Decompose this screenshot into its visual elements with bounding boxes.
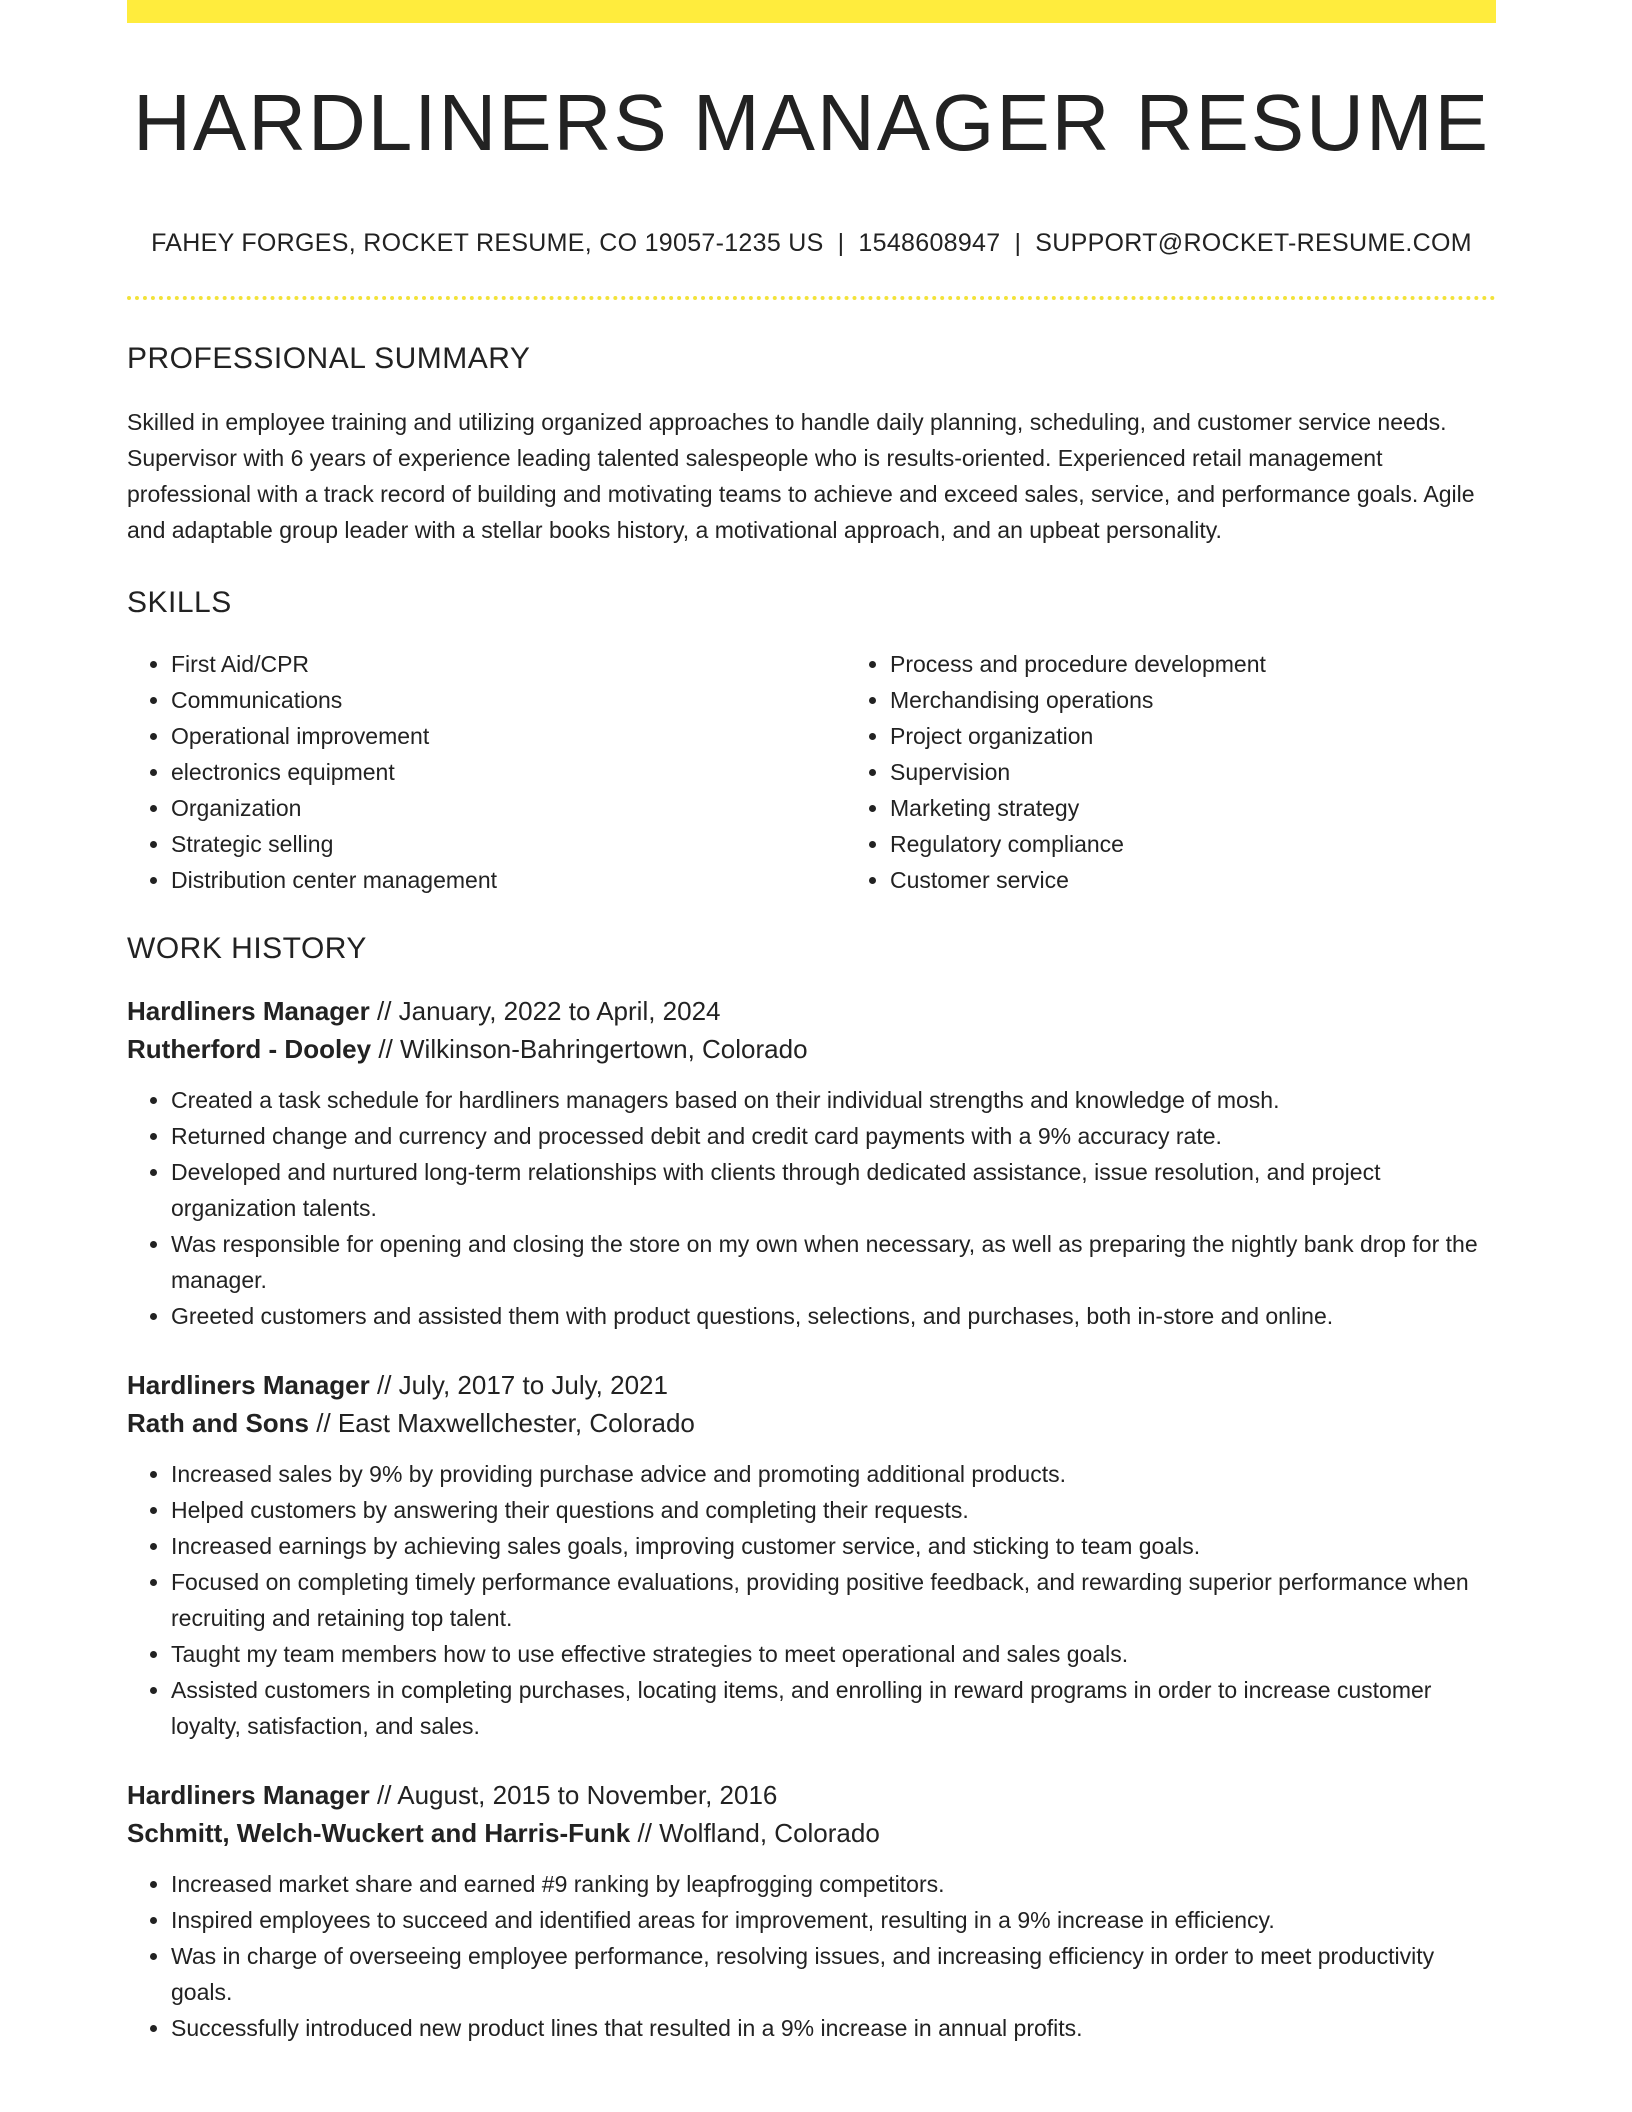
skill-item: • Supervision — [890, 754, 1496, 790]
skills-column-left — [127, 646, 846, 898]
job-company: Rath and Sons — [127, 1408, 310, 1438]
job-bullet: • Inspired employees to succeed and identified areas for improvement, resulting in a 9% increase in efficiency. — [171, 1902, 1496, 1938]
job-title-line — [127, 1366, 1496, 1404]
job-bullets — [127, 1456, 1496, 1744]
skill-item: • Process and procedure development — [890, 646, 1496, 682]
job-entry — [127, 1776, 1496, 2046]
job-bullet: • Successfully introduced new product lines that resulted in a 9% increase in annual profits. — [171, 2010, 1496, 2046]
skill-item: • electronics equipment — [171, 754, 846, 790]
job-dates: // July, 2017 to July, 2021 — [376, 1370, 668, 1400]
job-bullet: • Helped customers by answering their questions and completing their requests. — [171, 1492, 1496, 1528]
job-bullet: • Increased sales by 9% by providing purchase advice and promoting additional products. — [171, 1456, 1496, 1492]
job-location: // Wolfland, Colorado — [637, 1818, 880, 1848]
job-bullet: • Focused on completing timely performance evaluations, providing positive feedback, and rewarding superior performance when recruiting and retaining top talent. — [171, 1564, 1496, 1636]
job-bullet: • Taught my team members how to use effective strategies to meet operational and sales goals. — [171, 1636, 1496, 1672]
job-dates: // January, 2022 to April, 2024 — [376, 996, 721, 1026]
job-location: // Wilkinson-Bahringertown, Colorado — [378, 1034, 808, 1064]
job-bullet: • Was responsible for opening and closing the store on my own when necessary, as well as preparing the nightly bank drop for the manager. — [171, 1226, 1496, 1298]
skill-item: • Customer service — [890, 862, 1496, 898]
page-title: HARDLINERS MANAGER RESUME — [133, 78, 1490, 167]
job-bullet: • Returned change and currency and processed debit and credit card payments with a 9% accuracy rate. — [171, 1118, 1496, 1154]
job-company-line — [127, 1404, 1496, 1442]
job-bullet: • Increased earnings by achieving sales goals, improving customer service, and sticking to team goals. — [171, 1528, 1496, 1564]
contact-address: FAHEY FORGES, ROCKET RESUME, CO 19057-1235 US — [151, 229, 824, 257]
skill-item: • Distribution center management — [171, 862, 846, 898]
job-company: Rutherford - Dooley — [127, 1034, 372, 1064]
skill-item: • Operational improvement — [171, 718, 846, 754]
job-title: Hardliners Manager — [127, 996, 370, 1026]
skill-item: • Regulatory compliance — [890, 826, 1496, 862]
skills-column-right — [846, 646, 1496, 898]
job-entry — [127, 992, 1496, 1334]
contact-phone: 1548608947 — [858, 229, 1001, 257]
job-bullet: • Created a task schedule for hardliners managers based on their individual strengths and knowledge of mosh. — [171, 1082, 1496, 1118]
job-bullet: • Assisted customers in completing purchases, locating items, and enrolling in reward programs in order to increase customer loyalty, satisfaction, and sales. — [171, 1672, 1496, 1744]
job-bullet: • Greeted customers and assisted them with product questions, selections, and purchases, both in-store and online. — [171, 1298, 1496, 1334]
skill-item: • First Aid/CPR — [171, 646, 846, 682]
contact-separator: | — [837, 229, 845, 257]
skill-item: • Strategic selling — [171, 826, 846, 862]
job-bullets — [127, 1866, 1496, 2046]
skill-item: • Organization — [171, 790, 846, 826]
job-location: // East Maxwellchester, Colorado — [316, 1408, 695, 1438]
job-title-line — [127, 992, 1496, 1030]
job-bullet: • Developed and nurtured long-term relationships with clients through dedicated assistance, issue resolution, and project organization talents. — [171, 1154, 1496, 1226]
summary-text: Skilled in employee training and utilizing organized approaches to handle daily planning, scheduling, and customer service needs. Supervisor with 6 years of experience leading talented salespeople who is results-oriented. Experienced retail management professional with a track record of building and motivating teams to achieve and exceed sales, service, and performance goals. Agile and adaptable group leader with a stellar books history, a motivational approach, and an upbeat personality. — [127, 409, 1475, 543]
skill-item: • Merchandising operations — [890, 682, 1496, 718]
job-company-line — [127, 1030, 1496, 1068]
top-accent-bar — [127, 0, 1496, 23]
skills-list — [127, 646, 1496, 898]
header-divider — [127, 296, 1496, 300]
skill-item: • Project organization — [890, 718, 1496, 754]
job-entry — [127, 1366, 1496, 1744]
skills-heading: SKILLS — [127, 586, 232, 619]
work-history-heading: WORK HISTORY — [127, 932, 367, 965]
skill-item: • Communications — [171, 682, 846, 718]
resume-page — [127, 0, 1496, 2046]
summary-heading: PROFESSIONAL SUMMARY — [127, 342, 531, 375]
job-title: Hardliners Manager — [127, 1370, 370, 1400]
job-bullets — [127, 1082, 1496, 1334]
contact-line — [127, 229, 1496, 258]
job-dates: // August, 2015 to November, 2016 — [376, 1780, 778, 1810]
job-bullet: • Increased market share and earned #9 ranking by leapfrogging competitors. — [171, 1866, 1496, 1902]
job-title: Hardliners Manager — [127, 1780, 370, 1810]
job-bullet: • Was in charge of overseeing employee performance, resolving issues, and increasing efficiency in order to meet productivity goals. — [171, 1938, 1496, 2010]
job-company-line — [127, 1814, 1496, 1852]
job-title-line — [127, 1776, 1496, 1814]
job-company: Schmitt, Welch-Wuckert and Harris-Funk — [127, 1818, 631, 1848]
skill-item: • Marketing strategy — [890, 790, 1496, 826]
contact-separator: | — [1014, 229, 1022, 257]
contact-email: SUPPORT@ROCKET-RESUME.COM — [1035, 229, 1472, 257]
